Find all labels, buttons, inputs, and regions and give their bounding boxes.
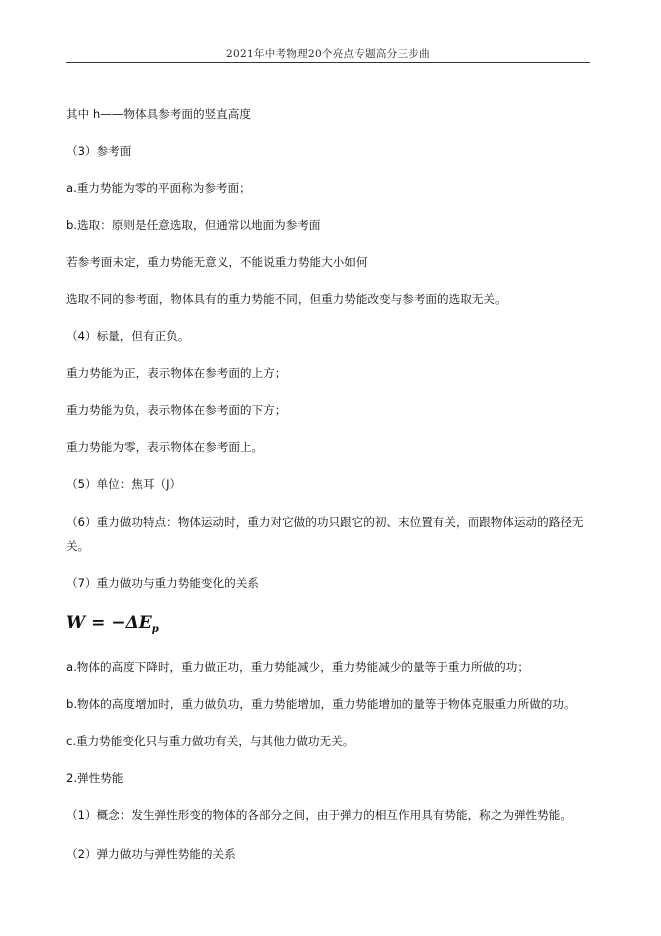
paragraph-positive-energy: 重力势能为正，表示物体在参考面的上方； [66,366,287,380]
heading-elastic-energy: 2.弹性势能 [66,771,124,785]
formula-equals: = [91,613,106,633]
paragraph-only-gravity: c.重力势能变化只与重力做功有关，与其他力做功无关。 [66,734,355,748]
heading-scalar: （4）标量，但有正负。 [66,329,190,343]
paragraph-gravity-work-feature: （6）重力做功特点：物体运动时，重力对它做的功只跟它的初、末位置有关，而跟物体运动的路径无关。 [66,515,584,553]
formula-work-energy [66,612,159,637]
paragraph-zero-energy: 重力势能为零，表示物体在参考面上。 [66,440,264,454]
paragraph-different-reference: 选取不同的参考面，物体具有的重力势能不同，但重力势能改变与参考面的选取无关。 [66,292,507,306]
paragraph-reference-zero: a.重力势能为零的平面称为参考面； [66,181,251,195]
paragraph-height-definition: 其中 h——物体具参考面的竖直高度 [66,107,251,121]
paragraph-negative-energy: 重力势能为负，表示物体在参考面的下方； [66,403,287,417]
heading-work-energy-relation: （7）重力做功与重力势能变化的关系 [66,576,259,590]
header-divider [66,62,590,63]
formula-lhs: W [66,613,86,633]
heading-reference-plane: （3）参考面 [66,144,132,158]
heading-elastic-work-relation: （2）弹力做功与弹性势能的关系 [66,847,236,861]
paragraph-height-increase: b.物体的高度增加时，重力做负功，重力势能增加，重力势能增加的量等于物体克服重力所做的功。 [66,697,576,711]
heading-unit: （5）单位：焦耳（J） [66,477,182,491]
paragraph-undefined-reference: 若参考面未定，重力势能无意义，不能说重力势能大小如何 [66,255,368,269]
formula-rhs: −ΔE [111,613,152,633]
paragraph-elastic-concept: （1）概念：发生弹性形变的物体的各部分之间，由于弹力的相互作用具有势能，称之为弹性势能。 [66,808,572,822]
page-header: 2021年中考物理20个亮点专题高分三步曲 [226,48,430,60]
paragraph-selection-rule: b.选取：原则是任意选取，但通常以地面为参考面 [66,218,321,232]
formula-subscript: p [151,624,159,635]
paragraph-height-decrease: a.物体的高度下降时，重力做正功，重力势能减少，重力势能减少的量等于重力所做的功； [66,660,529,674]
